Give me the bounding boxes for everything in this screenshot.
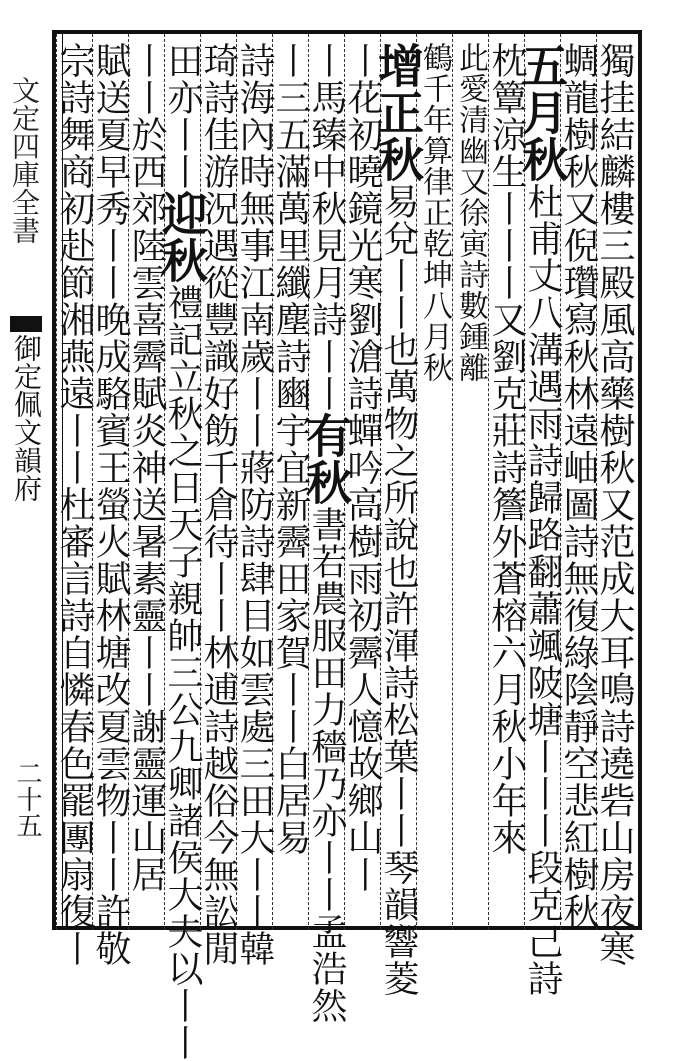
text-column: 丨三五滿萬里纖塵詩豳宇宜新霽田家賀丨丨白居易 xyxy=(270,42,311,856)
text-column: 琦詩佳游況遇從豐識好飭千倉待丨丨林逋詩越俗今無訟閒 xyxy=(198,42,239,967)
text-column: 田亦丨丨迎秋禮記立秋之日天子親帥三公九卿諸侯大夫以丨丨 xyxy=(155,42,209,1061)
text-column: 獨挂結麟樓三殿風高藥樹秋又范成大耳鳴詩遶砦山房夜寒 xyxy=(594,42,635,967)
left-margin xyxy=(4,30,44,930)
entry-heading: 有秋 xyxy=(299,412,353,506)
text-column: 丨花初曉鏡光寒劉滄詩蟬吟高樹雨初霽人憶故鄉山丨 xyxy=(342,42,383,893)
entry-heading: 五月秋 xyxy=(515,42,569,183)
text-column: 丨丨於西郊陸雲喜霽賦炎神送暑素靈丨丨謝靈運山居 xyxy=(126,42,167,893)
fish-tail-mark xyxy=(10,316,42,332)
text-column: 枕簟涼生丨丨丨又劉克莊詩簷外蒼榕六月秋小年來 xyxy=(486,42,527,856)
text-column: 宗詩舞商初赴節湘燕遠丨丨杜審言詩自憐春色罷團扇復丨 xyxy=(54,42,95,967)
text-column: 蜩龍樹秋又倪瓚寫秋林遠岫圖詩無復綠陰靜空悲紅樹秋 xyxy=(558,42,599,930)
text-column: 五月秋杜甫丈八溝遇雨詩歸路翻蕭颯陂塘丨丨丨段克己詩 xyxy=(515,42,569,997)
book-title: 御定佩文韻府 xyxy=(10,334,43,502)
entry-heading: 迎秋 xyxy=(155,190,209,284)
text-column: 此愛清幽又徐寅詩數鍾離 xyxy=(453,42,488,383)
text-column: 鶴千年算律正乾坤八月秋 xyxy=(417,42,452,383)
margin-top-text: 文定四庫全書 xyxy=(8,76,41,244)
text-column: 賦送夏早秀丨丨晚成駱賓王螢火賦林塘改夏雲物丨丨許敬 xyxy=(90,42,131,967)
page-number: 二十五 xyxy=(12,760,42,838)
text-column: 丨馬臻中秋見月詩丨丨有秋書若農服田力穡乃亦丨丨孟浩然 xyxy=(299,42,353,1024)
text-column: 增正秋易兌丨丨也萬物之所說也許渾詩松葉丨丨琴韻響菱 xyxy=(371,42,425,997)
text-column: 詩海內時無事江南歲丨丨蔣防詩肆目如雲處三田大丨丨韓 xyxy=(234,42,275,967)
entry-heading: 增正秋 xyxy=(371,42,425,183)
